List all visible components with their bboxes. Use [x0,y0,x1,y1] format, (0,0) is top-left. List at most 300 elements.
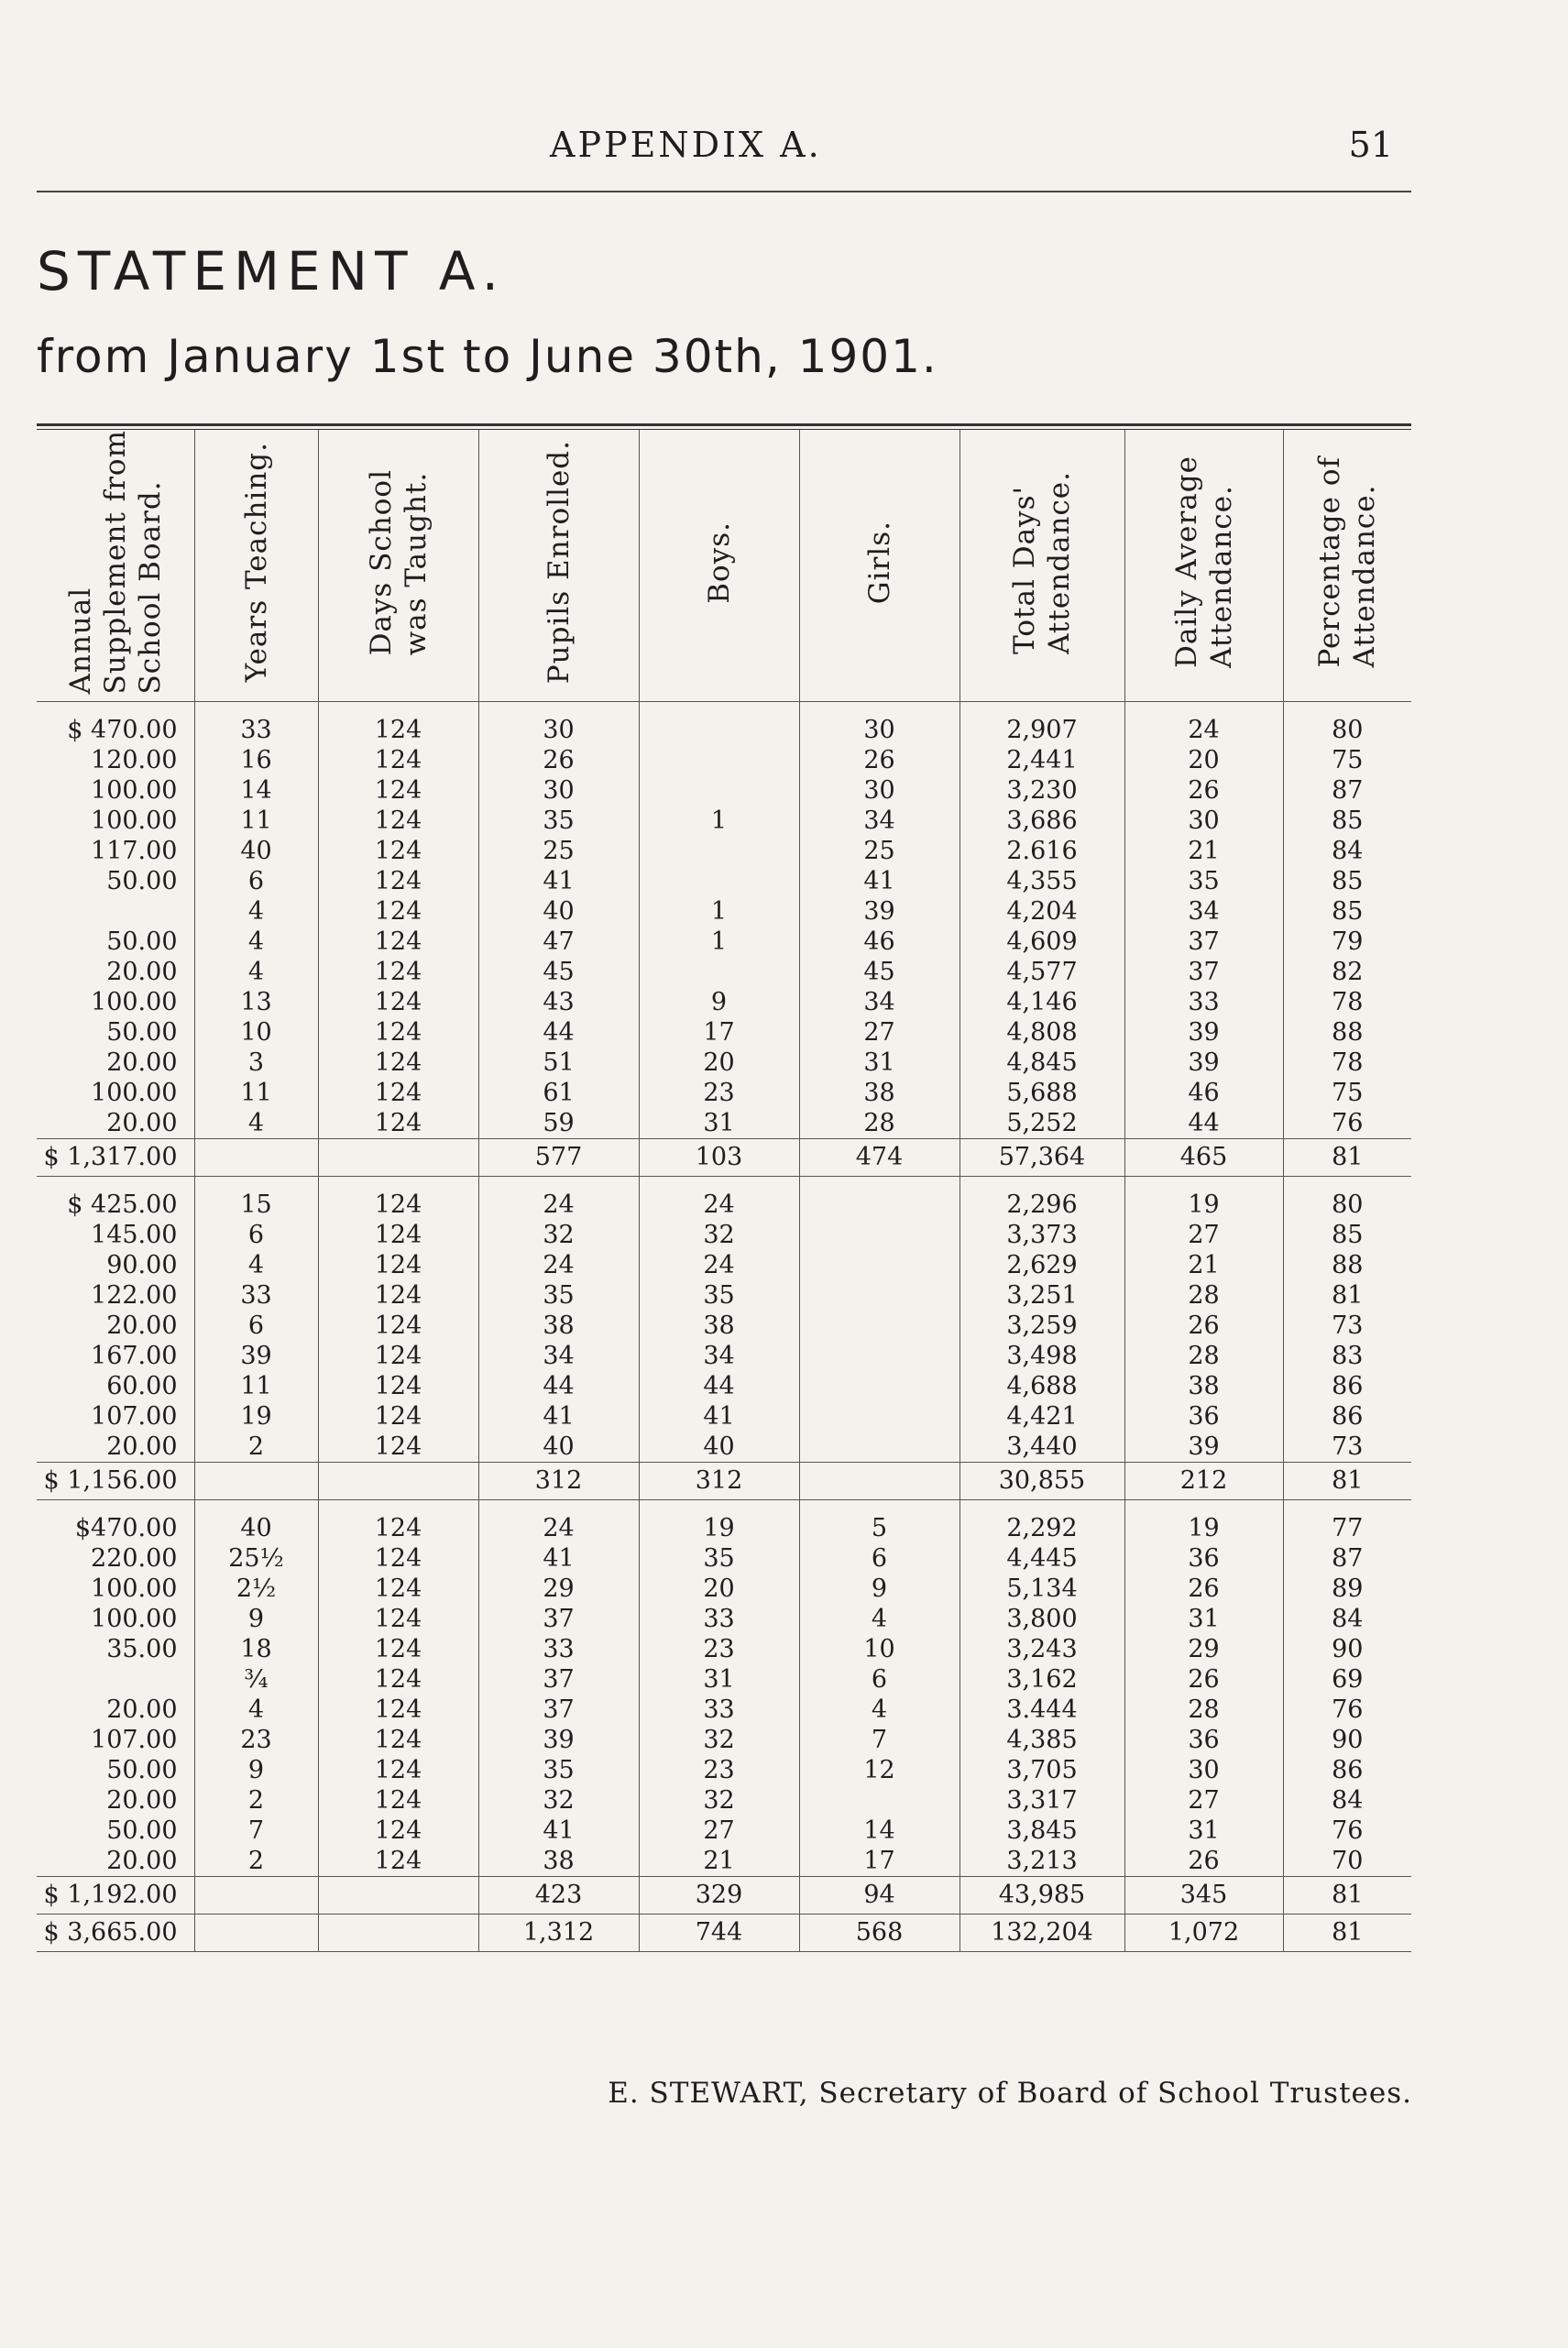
table-cell [194,1463,318,1500]
spacer-cell [478,1177,639,1190]
table-cell: 73 [1283,1432,1411,1463]
table-cell: 31 [639,1108,799,1139]
table-cell: 124 [318,1280,478,1311]
table-row [37,1846,1411,1877]
table-cell: 33 [478,1634,639,1664]
table-cell: 124 [318,1250,478,1280]
table-cell: 3,440 [959,1432,1124,1463]
table-cell [318,1139,478,1177]
table-cell: 26 [799,745,959,775]
table-cell: 100.00 [91,988,178,1016]
table-cell: 4 [194,957,318,987]
table-row [37,957,1411,987]
table-cell: 35 [1124,866,1283,896]
table-cell [799,1190,959,1220]
table-cell: 41 [478,1543,639,1574]
header-rule [37,191,1411,192]
table-cell [799,1463,959,1500]
running-head [37,125,1411,169]
table-cell [639,836,799,866]
table-cell: 3,317 [959,1785,1124,1816]
col-percentage: Percentage of Attendance. [1283,430,1411,702]
table-cell [194,1915,318,1952]
table-cell: 4,609 [959,927,1124,957]
table-cell: 312 [639,1463,799,1500]
table-cell: 21 [639,1846,799,1877]
table-cell: 3,845 [959,1816,1124,1846]
table-cell: 6 [799,1664,959,1695]
table-cell: 220.00 [91,1544,178,1573]
table-cell: $ 425.00 [67,1190,178,1219]
table-row [37,1816,1411,1846]
table-cell: 3,213 [959,1846,1124,1877]
table-cell: 84 [1283,836,1411,866]
table-row [37,1755,1411,1785]
table-cell: 5,252 [959,1108,1124,1139]
grand-total-row [37,1915,1411,1952]
table-cell: 29 [478,1574,639,1604]
table-cell: 35 [478,806,639,836]
table-cell: 4 [194,896,318,927]
column-header-row [37,430,1411,702]
table-cell [799,1311,959,1341]
table-cell [799,1280,959,1311]
table-row [37,1341,1411,1371]
table-cell: 9 [194,1604,318,1634]
table-cell: 30 [478,775,639,806]
table-cell: 24 [478,1250,639,1280]
table-row [37,806,1411,836]
table-cell: 5,134 [959,1574,1124,1604]
table-row [37,866,1411,896]
table-cell: 40 [194,1513,318,1543]
table-cell: 3,800 [959,1604,1124,1634]
table-cell: 34 [478,1341,639,1371]
table-cell: 50.00 [106,1018,178,1047]
table-cell: 26 [1124,1846,1283,1877]
table-cell: 7 [799,1725,959,1755]
table-cell: 124 [318,1017,478,1048]
table-cell: 31 [639,1664,799,1695]
table-cell: 35 [478,1755,639,1785]
table-cell: 19 [1124,1513,1283,1543]
table-cell: 24 [1124,715,1283,745]
table-cell: 46 [1124,1078,1283,1108]
table-cell: 18 [194,1634,318,1664]
table-cell: 25 [478,836,639,866]
table-cell: 28 [1124,1280,1283,1311]
table-cell: 124 [318,1785,478,1816]
table-row [37,1785,1411,1816]
table-row [37,1250,1411,1280]
table-cell: 124 [318,1513,478,1543]
table-cell: 577 [478,1139,639,1177]
table-cell: 100.00 [91,806,178,835]
table-row [37,1725,1411,1755]
table-cell: 86 [1283,1371,1411,1401]
table-cell: 30 [1124,1755,1283,1785]
table-cell: 33 [194,1280,318,1311]
table-cell [318,1915,478,1952]
table-cell: 36 [1124,1543,1283,1574]
table-cell: 4 [194,1250,318,1280]
table-row [37,1220,1411,1250]
table-cell: 124 [318,1432,478,1463]
spacer-cell [194,1177,318,1190]
table-cell: 124 [318,1311,478,1341]
table-cell: 124 [318,1816,478,1846]
table-cell: 88 [1283,1250,1411,1280]
table-cell: 100.00 [91,776,178,805]
table-cell: 2 [194,1432,318,1463]
table-cell: 124 [318,987,478,1017]
table-cell: 2,292 [959,1513,1124,1543]
table-cell: 20 [639,1048,799,1078]
table-cell: 36 [1124,1725,1283,1755]
table-cell: 85 [1283,896,1411,927]
table-cell: 51 [478,1048,639,1078]
table-cell: 2 [194,1785,318,1816]
table-cell: 4,421 [959,1401,1124,1432]
table-cell: 122.00 [91,1281,178,1310]
spacer-cell [478,702,639,716]
table-cell: 75 [1283,745,1411,775]
table-cell: 25 [799,836,959,866]
table-cell [799,1371,959,1401]
table-cell: 11 [194,1371,318,1401]
table-cell: 78 [1283,1048,1411,1078]
table-cell: 3,686 [959,806,1124,836]
table-cell: 26 [1124,1664,1283,1695]
table-cell: 47 [478,927,639,957]
table-cell: 40 [478,896,639,927]
table-cell: 124 [318,1695,478,1725]
table-cell: 30,855 [959,1463,1124,1500]
table-cell: 10 [194,1017,318,1048]
table-cell: 20.00 [106,1311,178,1340]
table-cell: $ 1,156.00 [37,1463,194,1500]
table-cell: 24 [478,1190,639,1220]
table-cell: 90.00 [106,1251,178,1279]
table-cell: 57,364 [959,1139,1124,1177]
table-cell: 14 [799,1816,959,1846]
table-cell: 5 [799,1513,959,1543]
table-cell: 32 [639,1725,799,1755]
table-cell: 23 [639,1634,799,1664]
table-cell: 19 [639,1513,799,1543]
table-row [37,1695,1411,1725]
table-cell: 124 [318,806,478,836]
spacer-cell [478,1500,639,1514]
table-cell: 23 [194,1725,318,1755]
table-cell: 2½ [194,1574,318,1604]
table-cell: 24 [639,1190,799,1220]
table-cell: 1,312 [478,1915,639,1952]
table-cell: 50.00 [106,867,178,895]
table-cell: 90 [1283,1725,1411,1755]
table-cell: 107.00 [91,1402,178,1431]
table-cell: 9 [194,1755,318,1785]
table-cell: 81 [1283,1280,1411,1311]
table-cell: 16 [194,745,318,775]
spacer-cell [639,702,799,716]
table-cell: 2,629 [959,1250,1124,1280]
table-top-rule [37,423,1411,426]
table-cell: 40 [639,1432,799,1463]
table-row [37,1371,1411,1401]
table-cell: 26 [478,745,639,775]
table-cell: 3,251 [959,1280,1124,1311]
table-cell: 9 [799,1574,959,1604]
table-cell: 465 [1124,1139,1283,1177]
table-cell: 83 [1283,1341,1411,1371]
table-cell: 73 [1283,1311,1411,1341]
table-cell: 86 [1283,1401,1411,1432]
table-cell [194,1877,318,1915]
table-row [37,836,1411,866]
table-cell: 10 [799,1634,959,1664]
table-cell: 124 [318,715,478,745]
table-cell: 32 [478,1220,639,1250]
table-cell: 40 [478,1432,639,1463]
spacer-cell [1124,702,1283,716]
table-cell: 4,146 [959,987,1124,1017]
table-cell: 37 [478,1664,639,1695]
table-cell: 60.00 [106,1372,178,1400]
table-cell: 124 [318,957,478,987]
table-cell: 23 [639,1078,799,1108]
table-cell: $ 3,665.00 [37,1915,194,1952]
table-cell: 124 [318,1190,478,1220]
table-cell: 44 [1124,1108,1283,1139]
table-cell: 21 [1124,1250,1283,1280]
table-cell: 4 [799,1695,959,1725]
table-cell: 29 [1124,1634,1283,1664]
spacer-cell [194,702,318,716]
table-cell: 94 [799,1877,959,1915]
table-cell: 20 [1124,745,1283,775]
running-title: APPENDIX A. [550,125,822,165]
table-cell: 44 [478,1371,639,1401]
table-cell: 26 [1124,1311,1283,1341]
table-cell: 30 [1124,806,1283,836]
spacer-cell [799,702,959,716]
table-cell: 41 [639,1401,799,1432]
table-cell: 37 [1124,957,1283,987]
table-cell: 132,204 [959,1915,1124,1952]
spacer-cell [959,702,1124,716]
table-row [37,927,1411,957]
table-cell: $470.00 [74,1514,178,1542]
table-cell: 50.00 [106,927,178,956]
table-cell: 423 [478,1877,639,1915]
table-cell: 80 [1283,1190,1411,1220]
table-cell: 27 [799,1017,959,1048]
table-cell: 32 [639,1785,799,1816]
table-row [37,1513,1411,1543]
table-row [37,1311,1411,1341]
table-cell: 85 [1283,806,1411,836]
table-cell: 3,373 [959,1220,1124,1250]
table-cell: 34 [799,806,959,836]
spacer-cell [639,1177,799,1190]
table-cell: 2,907 [959,715,1124,745]
table-row [37,987,1411,1017]
table-cell: 124 [318,836,478,866]
table-row [37,745,1411,775]
table-cell: 85 [1283,866,1411,896]
table-cell: 20.00 [106,958,178,986]
table-cell: 20 [639,1574,799,1604]
col-pupils-enrolled: Pupils Enrolled. [478,430,639,702]
table-cell: 2,296 [959,1190,1124,1220]
table-cell: 6 [194,1220,318,1250]
table-cell: $ 1,317.00 [37,1139,194,1177]
spacer-cell [1283,1500,1411,1514]
table-cell: 124 [318,1725,478,1755]
table-cell: 77 [1283,1513,1411,1543]
table-cell: 79 [1283,927,1411,957]
table-cell: 70 [1283,1846,1411,1877]
table-cell: 3,243 [959,1634,1124,1664]
table-cell: 4 [194,927,318,957]
table-cell [639,957,799,987]
attendance-table [37,430,1411,1952]
table-cell: 124 [318,745,478,775]
table-cell: 103 [639,1139,799,1177]
table-cell: 82 [1283,957,1411,987]
col-daily-average: Daily Average Attendance. [1124,430,1283,702]
table-cell: 32 [639,1220,799,1250]
table-cell: 4,355 [959,866,1124,896]
table-row [37,1078,1411,1108]
table-cell: 2,441 [959,745,1124,775]
table-cell [639,715,799,745]
table-cell: $ 1,192.00 [37,1877,194,1915]
spacer-cell [37,702,194,716]
table-cell: 4,577 [959,957,1124,987]
table-cell: 25½ [194,1543,318,1574]
table-cell: 31 [799,1048,959,1078]
table-cell: 20.00 [106,1048,178,1077]
table-cell: 39 [478,1725,639,1755]
table-cell: 88 [1283,1017,1411,1048]
table-row [37,896,1411,927]
table-cell: 4,204 [959,896,1124,927]
table-cell: 24 [639,1250,799,1280]
table-cell: 117.00 [91,837,178,865]
table-cell: 44 [639,1371,799,1401]
table-cell: 38 [478,1846,639,1877]
table-cell: 13 [194,987,318,1017]
table-cell: 87 [1283,1543,1411,1574]
table-cell [799,1785,959,1816]
table-cell: 474 [799,1139,959,1177]
table-cell: 6 [194,1311,318,1341]
table-cell: 19 [1124,1190,1283,1220]
table-cell: 81 [1283,1877,1411,1915]
spacer-cell [639,1500,799,1514]
table-cell: 2 [194,1846,318,1877]
group-spacer [37,1500,1411,1514]
table-cell [799,1220,959,1250]
table-cell: 24 [478,1513,639,1543]
table-cell: 41 [478,1401,639,1432]
table-cell: 2.616 [959,836,1124,866]
table-cell: 1 [639,927,799,957]
table-cell: 4 [194,1695,318,1725]
table-cell: 124 [318,1220,478,1250]
table-cell: 41 [799,866,959,896]
table-cell: 32 [478,1785,639,1816]
table-cell: 76 [1283,1695,1411,1725]
table-cell: 34 [639,1341,799,1371]
table-cell: 43,985 [959,1877,1124,1915]
spacer-cell [799,1500,959,1514]
table-cell: 4,845 [959,1048,1124,1078]
col-boys: Boys. [639,430,799,702]
table-cell: 6 [194,866,318,896]
table-cell: 61 [478,1078,639,1108]
table-row [37,1190,1411,1220]
table-cell: 81 [1283,1463,1411,1500]
table-row [37,1401,1411,1432]
spacer-cell [318,702,478,716]
table-cell: 4 [799,1604,959,1634]
table-cell: 90 [1283,1634,1411,1664]
table-cell [799,1432,959,1463]
table-cell: 35.00 [106,1635,178,1663]
table-cell: 124 [318,1078,478,1108]
table-cell: 35 [639,1543,799,1574]
spacer-cell [1283,702,1411,716]
col-days-taught: Days School was Taught. [318,430,478,702]
table-cell: 50.00 [106,1756,178,1784]
spacer-cell [1124,1177,1283,1190]
table-cell: 81 [1283,1139,1411,1177]
col-years-teaching: Years Teaching. [194,430,318,702]
table-cell: 37 [1124,927,1283,957]
table-cell: 39 [1124,1017,1283,1048]
table-cell: 37 [478,1604,639,1634]
table-cell: 124 [318,1108,478,1139]
table-cell: 3 [194,1048,318,1078]
table-cell: 3,705 [959,1755,1124,1785]
table-cell: 124 [318,1604,478,1634]
table-row [37,1048,1411,1078]
table-cell: 744 [639,1915,799,1952]
table-cell: 12 [799,1755,959,1785]
table-cell: 568 [799,1915,959,1952]
table-cell: 20.00 [106,1109,178,1137]
table-body [37,702,1411,1952]
table-cell: 35 [639,1280,799,1311]
table-cell: 4,385 [959,1725,1124,1755]
group-total-row [37,1139,1411,1177]
table-cell: 124 [318,1574,478,1604]
table-cell: 38 [639,1311,799,1341]
table-cell: 7 [194,1816,318,1846]
table-cell: 124 [318,1371,478,1401]
table-cell: 26 [1124,1574,1283,1604]
table-cell: 145.00 [91,1221,178,1249]
table-cell: 76 [1283,1816,1411,1846]
group-total-row [37,1463,1411,1500]
table-cell: 17 [639,1017,799,1048]
table-cell: 85 [1283,1220,1411,1250]
table-cell: 45 [478,957,639,987]
table-cell: 124 [318,866,478,896]
